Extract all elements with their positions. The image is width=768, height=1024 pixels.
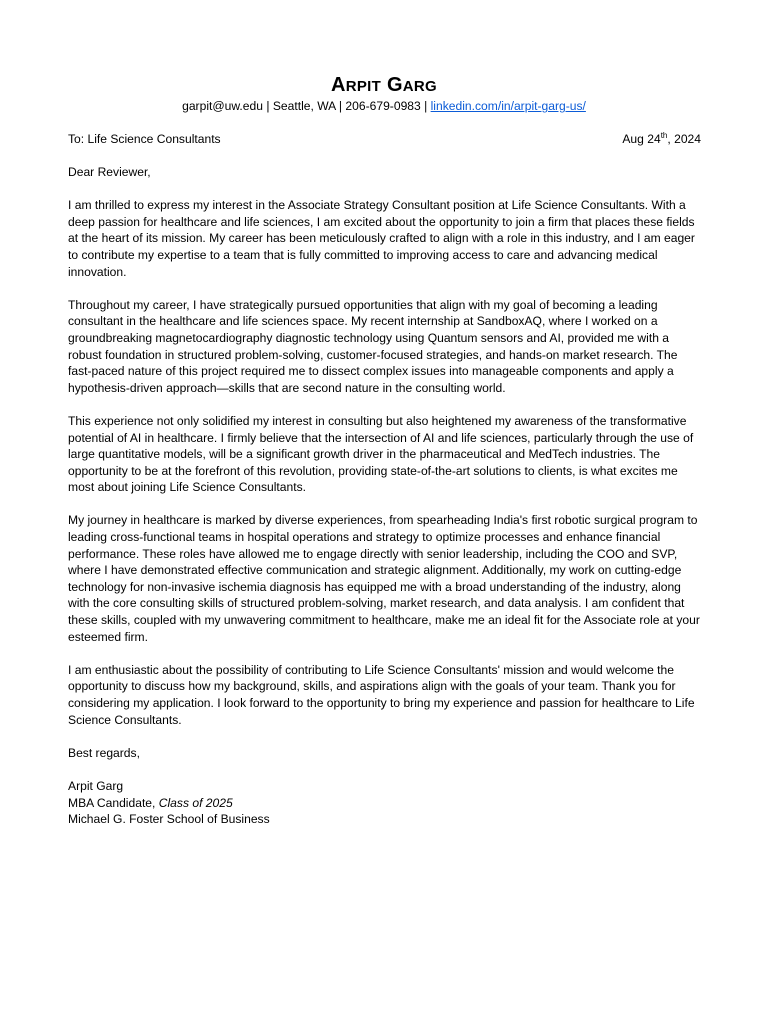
paragraph: Throughout my career, I have strategically pursued opportunities that align with my goal of becoming a leading consultant in the healthcare and life sciences space. My recent internship at SandboxAQ, where I worked on a groundbreaking magnetocardiography diagnostic technology using Quantum sensors and AI, provided me with a robust foundation in structured problem-solving, customer-focused strategies, and hands-on market research. The fast-paced nature of this project required me to dissect complex issues into manageable components and apply a hypothesis-driven approach—skills that are second nature in the consulting world. <box>68 297 678 395</box>
paragraph: I am enthusiastic about the possibility of contributing to Life Science Consultants' mission and would welcome the opportunity to discuss how my background, skills, and aspirations align with the goals of your team. Thank you for considering my application. I look forward to the opportunity to bring my experience and passion for healthcare to Life Science Consultants. <box>68 662 695 727</box>
title-prefix: MBA Candidate, <box>68 795 159 810</box>
date-year: , 2024 <box>667 132 701 146</box>
recipient: To: Life Science Consultants <box>68 132 221 146</box>
date-prefix: Aug 24 <box>622 132 661 146</box>
signature-school: Michael G. Foster School of Business <box>68 812 270 827</box>
paragraph: I am thrilled to express my interest in the Associate Strategy Consultant position at Life Science Consultants. With a deep passion for healthcare and life sciences, I am excited about the opportunity to join a firm that places these fields at the heart of its mission. My career has been meticulously crafted to align with a role in this industry, and I am eager to contribute my expertise to a team that is fully committed to improving access to care and advancing medical innovation. <box>68 198 695 279</box>
linkedin-link[interactable]: linkedin.com/in/arpit-garg-us/ <box>430 99 586 113</box>
contact-details: garpit@uw.edu | Seattle, WA | 206-679-0983 | <box>182 99 431 113</box>
closing: Best regards, <box>68 745 140 760</box>
name-last-rest: ARG <box>402 78 438 95</box>
paragraph: This experience not only solidified my interest in consulting but also heightened my awareness of the transformative potential of AI in healthcare. I firmly believe that the intersection of AI and life sciences, particularly through the use of large quantitative models, will be a significant growth driver in the pharmaceutical and MedTech industries. The opportunity to be at the forefront of this revolution, providing state-of-the-art solutions to clients, is what excites me most about joining Life Science Consultants. <box>68 413 694 495</box>
applicant-name <box>0 73 768 99</box>
name-first-initial: A <box>330 74 346 96</box>
paragraph: My journey in healthcare is marked by diverse experiences, from spearheading India's first robotic surgical program to leading cross-functional teams in hospital operations and strategy to optimize processes and enhance financial performance. These roles have allowed me to engage directly with senior leadership, including the COO and SVP, where I have demonstrated effective communication and strategic alignment. Additionally, my work on cutting-edge technology for non-invasive ischemia diagnosis has equipped me with a broad understanding of the industry, along with the core consulting skills of structured problem-solving, market research, and data analysis. I am confident that these skills, coupled with my unwavering commitment to healthcare, make me an ideal fit for the Associate role at your esteemed firm. <box>68 513 700 644</box>
signature-name: Arpit Garg <box>68 778 124 793</box>
recipient-date-row <box>68 131 701 148</box>
salutation: Dear Reviewer, <box>68 165 151 179</box>
date-ordinal: th <box>660 131 668 140</box>
contact-line <box>0 98 768 114</box>
signature-title <box>68 795 702 812</box>
letter-date <box>622 131 701 148</box>
title-class: Class of 2025 <box>158 795 233 810</box>
name-first-rest: RPIT <box>345 78 382 95</box>
name-last-initial: G <box>386 74 403 96</box>
letter-body <box>68 164 702 828</box>
signature-block <box>68 778 702 828</box>
